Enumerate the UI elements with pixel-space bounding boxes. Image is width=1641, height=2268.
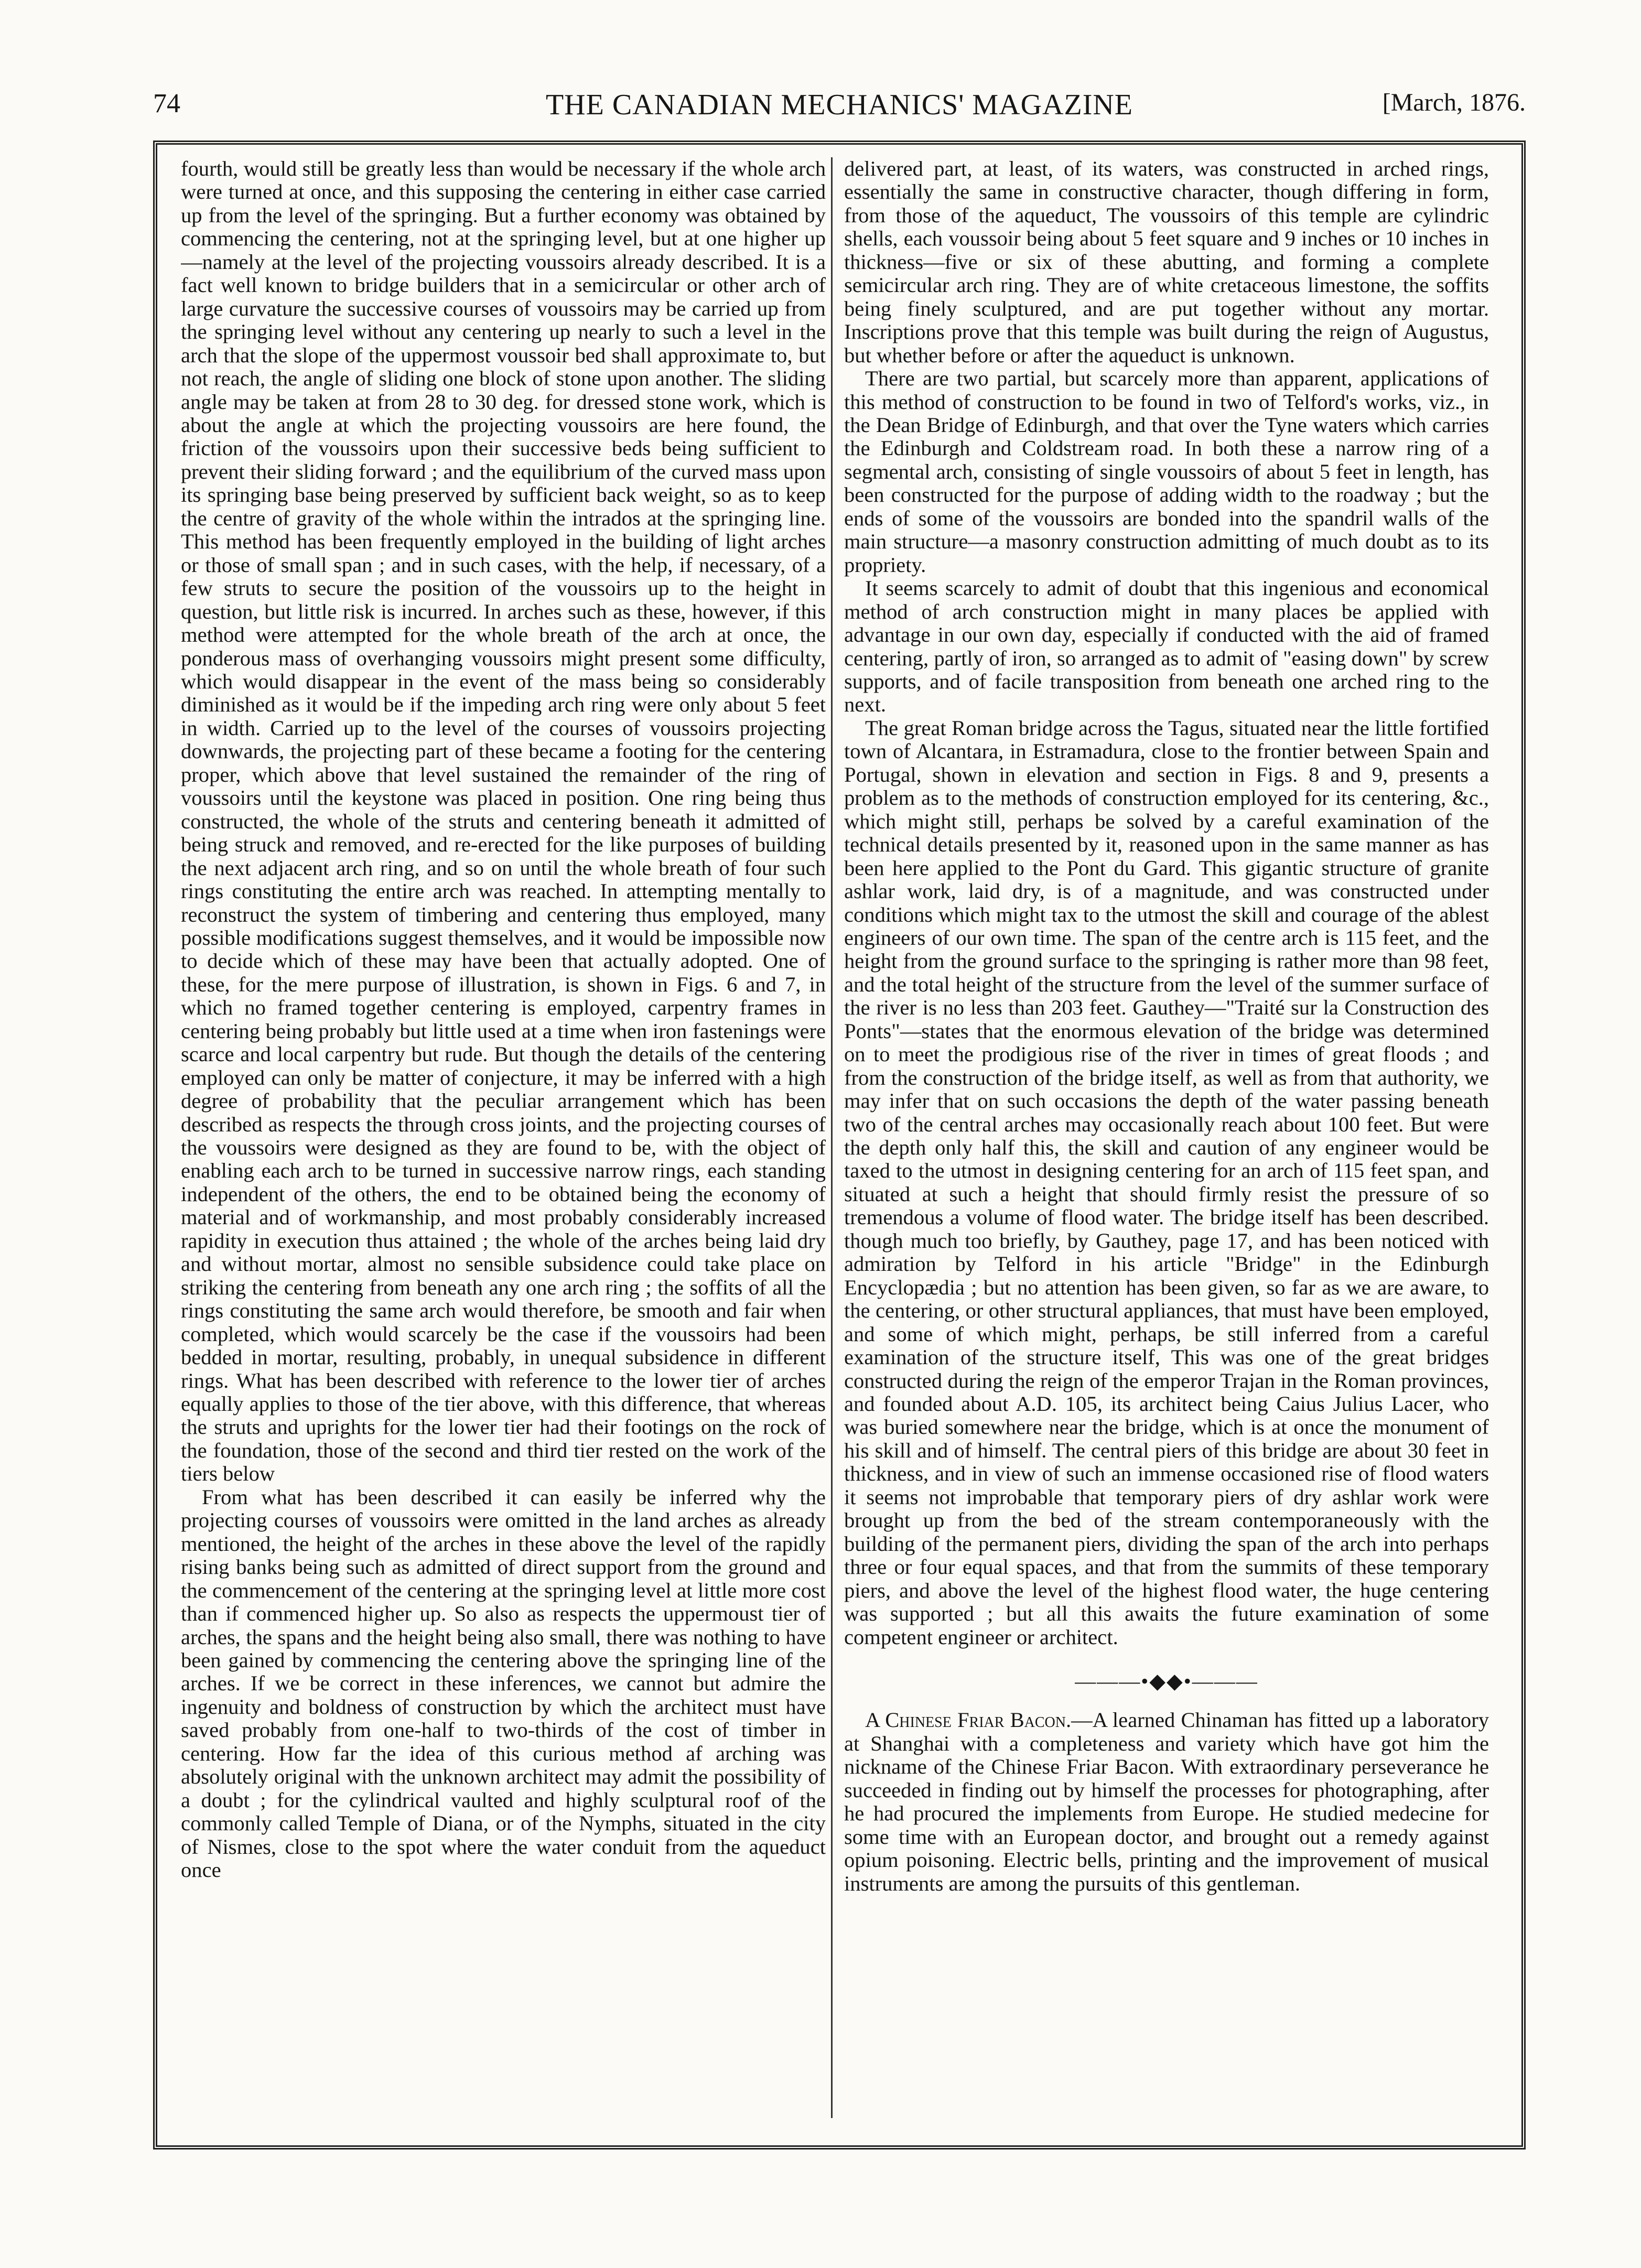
magazine-title: THE CANADIAN MECHANICS' MAGAZINE	[545, 89, 1133, 121]
paragraph: delivered part, at least, of its waters, was constructed in arched rings, essentially the same in constructive character, though differing in form, from those of the aqueduct, The voussoirs of this temple are cylindric shells, each voussoir being about 5 feet square and 9 inches or 10 inches in thickness—five or six of these abutting, and forming a complete semicircular arch ring. They are of white cretaceous limestone, the soffits being finely sculptured, and are put together without any mortar. Inscriptions prove that this temple was built during the reign of Augustus, but whether before or after the aqueduct is unknown.	[844, 157, 1489, 367]
note-title: A Chinese Friar Bacon.	[865, 1708, 1072, 1732]
left-column	[181, 157, 826, 2118]
paragraph: fourth, would still be greatly less than would be necessary if the whole arch were turned at once, and this supposing the centering in either case carried up from the level of the springing. But a further economy was obtained by commencing the centering, not at the springing level, but at one higher up—namely at the level of the projecting voussoirs already described. It is a fact well known to bridge builders that in a semicircular or other arch of large curvature the successive courses of voussoirs may be carried up from the springing level without any centering up nearly to such a level in the arch that the slope of the uppermost voussoir bed shall approximate to, but not reach, the angle of sliding one block of stone upon another. The sliding angle may be taken at from 28 to 30 deg. for dressed stone work, which is about the angle at which the projecting voussoirs are here found, the friction of the voussoirs upon their successive beds being sufficient to prevent their sliding forward ; and the equilibrium of the curved mass upon its springing base being preserved by sufficient back weight, so as to keep the centre of gravity of the whole within the intrados at the springing line. This method has been frequently employed in the building of light arches or those of small span ; and in such cases, with the help, if necessary, of a few struts to secure the position of the voussoirs up to the height in question, but little risk is incurred. In arches such as these, however, if this method were attempted for the whole breath of the arch at once, the ponderous mass of overhanging voussoirs might present some difficulty, which would disappear in the event of the mass being so considerably diminished as it would be if the impeding arch ring were only about 5 feet in width. Carried up to the level of the courses of voussoirs projecting downwards, the projecting part of these became a footing for the centering proper, which above that level sustained the remainder of the ring of voussoirs until the keystone was placed in position. One ring being thus constructed, the whole of the struts and centering beneath it admitted of being struck and removed, and re-erected for the like purposes of building the next adjacent arch ring, and so on until the whole breath of four such rings constituting the entire arch was reached. In attempting mentally to reconstruct the system of timbering and centering thus employed, many possible modifications suggest themselves, and it would be impossible now to decide which of these may have been that actually adopted. One of these, for the mere purpose of illustration, is shown in Figs. 6 and 7, in which no framed together centering is employed, carpentry frames in centering being probably but little used at a time when iron fastenings were scarce and local carpentry but rude. But though the details of the centering employed can only be matter of conjecture, it may be inferred with a high degree of probability that the peculiar arrangement which has been described as respects the through cross joints, and the projecting courses of the voussoirs were designed as they are found to be, with the object of enabling each arch to be turned in successive narrow rings, each standing independent of the others, the end to be obtained being the economy of material and of workmanship, and most probably considerably increased rapidity in execution thus attained ; the whole of the arches being laid dry and without mortar, almost no sensible subsidence could take place on striking the centering from beneath any one arch ring ; the soffits of all the rings constituting the same arch would therefore, be smooth and fair when completed, which would scarcely be the case if the voussoirs had been bedded in mortar, resulting, probably, in unequal subsidence in different rings. What has been described with reference to the lower tier of arches equally applies to those of the tier above, with this difference, that whereas the struts and uprights for the lower tier had their footings on the rock of the foundation, those of the second and third tier rested on the work of the tiers below	[181, 157, 826, 1486]
paragraph: The great Roman bridge across the Tagus, situated near the little fortified town of Alcantara, in Estramadura, close to the frontier between Spain and Portugal, shown in elevation and section in Figs. 8 and 9, presents a problem as to the methods of construction employed for its centering, &c., which might still, perhaps be solved by a careful examination of the technical details presented by it, reasoned upon in the same manner as has been here applied to the Pont du Gard. This gigantic structure of granite ashlar work, laid dry, is of a magnitude, and was constructed under conditions which might tax to the utmost the skill and courage of the ablest engineers of our own time. The span of the centre arch is 115 feet, and the height from the ground surface to the springing is rather more than 98 feet, and the total height of the structure from the level of the summer surface of the river is no less than 203 feet. Gauthey—"Traité sur la Construction des Ponts"—states that the enormous elevation of the bridge was determined on to meet the prodigious rise of the river in times of great floods ; and from the construction of the bridge itself, as well as from that authority, we may infer that on such occasions the depth of the water passing beneath two of the central arches may occasionally reach about 100 feet. But were the depth only half this, the skill and caution of any engineer would be taxed to the utmost in designing centering for an arch of 115 feet span, and situated at such a height that should firmly resist the pressure of so tremendous a volume of flood water. The bridge itself has been described. though much too briefly, by Gauthey, page 17, and has been noticed with admiration by Telford in his article "Bridge" in the Edinburgh Encyclopædia ; but no attention has been given, so far as we are aware, to the centering, or other structural appliances, that must have been employed, and some of which might, perhaps, be still inferred from a careful examination of the structure itself, This was one of the great bridges constructed during the reign of the emperor Trajan in the Roman provinces, and founded about A.D. 105, its architect being Caius Julius Lacer, who was buried somewhere near the bridge, which is at once the monument of his skill and of himself. The central piers of this bridge are about 30 feet in thickness, and in view of such an immense occasioned rise of flood waters it seems not improbable that temporary piers of dry ashlar work were brought up from the bed of the stream contemporaneously with the building of the permanent piers, dividing the span of the arch into perhaps three or four equal spaces, and that from the summits of these temporary piers, and above the level of the highest flood water, the huge centering was supported ; but all this awaits the future examination of some competent engineer or architect.	[844, 716, 1489, 1649]
column-divider	[831, 157, 833, 2118]
note-text: —A learned Chinaman has fitted up a laboratory at Shanghai with a completeness and variety which have got him the nickname of the Chinese Friar Bacon. With extraordinary perseverance he succeeded in finding out by himself the processes for photographing, after he had procured the implements from Europe. He studied medecine for some time with an European doctor, and brought out a remedy against opium poisoning. Electric bells, printing and the improvement of musical instruments are among the pursuits of this gentleman.	[844, 1708, 1489, 1895]
paragraph: It seems scarcely to admit of doubt that this ingenious and economical method of arch construction might in many places be applied with advantage in our own day, especially if conducted with the aid of framed centering, partly of iron, so arranged as to admit of "easing down" by screw supports, and of facile transposition from beneath one arched ring to the next.	[844, 576, 1489, 717]
page-number: 74	[153, 89, 180, 118]
page-header	[153, 88, 1526, 135]
right-column	[844, 157, 1489, 2118]
paragraph: There are two partial, but scarcely more than apparent, applications of this method of construction to be found in two of Telford's works, viz., in the Dean Bridge of Edinburgh, and that over the Tyne waters which carries the Edinburgh and Coldstream road. In both these a narrow ring of a segmental arch, consisting of single voussoirs of about 5 feet in length, has been constructed for the purpose of adding width to the roadway ; but the ends of some of the voussoirs are bonded into the spandril walls of the main structure—a masonry construction admitting of much doubt as to its propriety.	[844, 366, 1489, 577]
paragraph: From what has been described it can easily be inferred why the projecting courses of voussoirs were omitted in the land arches as already mentioned, the height of the arches in these above the level of the rapidly rising banks being such as admitted of direct support from the ground and the commencement of the centering at the springing level at little more cost than if commenced higher up. So also as respects the uppermoust tier of arches, the spans and the height being also small, there was nothing to have been gained by commencing the centering above the springing line of the arches. If we be correct in these inferences, we cannot but admire the ingenuity and boldness of construction by which the architect must have saved probably from one-half to two-thirds of the cost of timber in centering. How far the idea of this curious method af arching was absolutely original with the unknown architect may admit the possibility of a doubt ; for the cylindrical vaulted and highly sculptural roof of the commonly called Temple of Diana, or of the Nymphs, situated in the city of Nismes, close to the spot where the water conduit from the aqueduct once	[181, 1485, 826, 1882]
note-paragraph	[844, 1709, 1489, 1895]
issue-date: [March, 1876.	[1382, 89, 1526, 116]
section-ornament: ———•◆◆•———	[1075, 1669, 1258, 1693]
